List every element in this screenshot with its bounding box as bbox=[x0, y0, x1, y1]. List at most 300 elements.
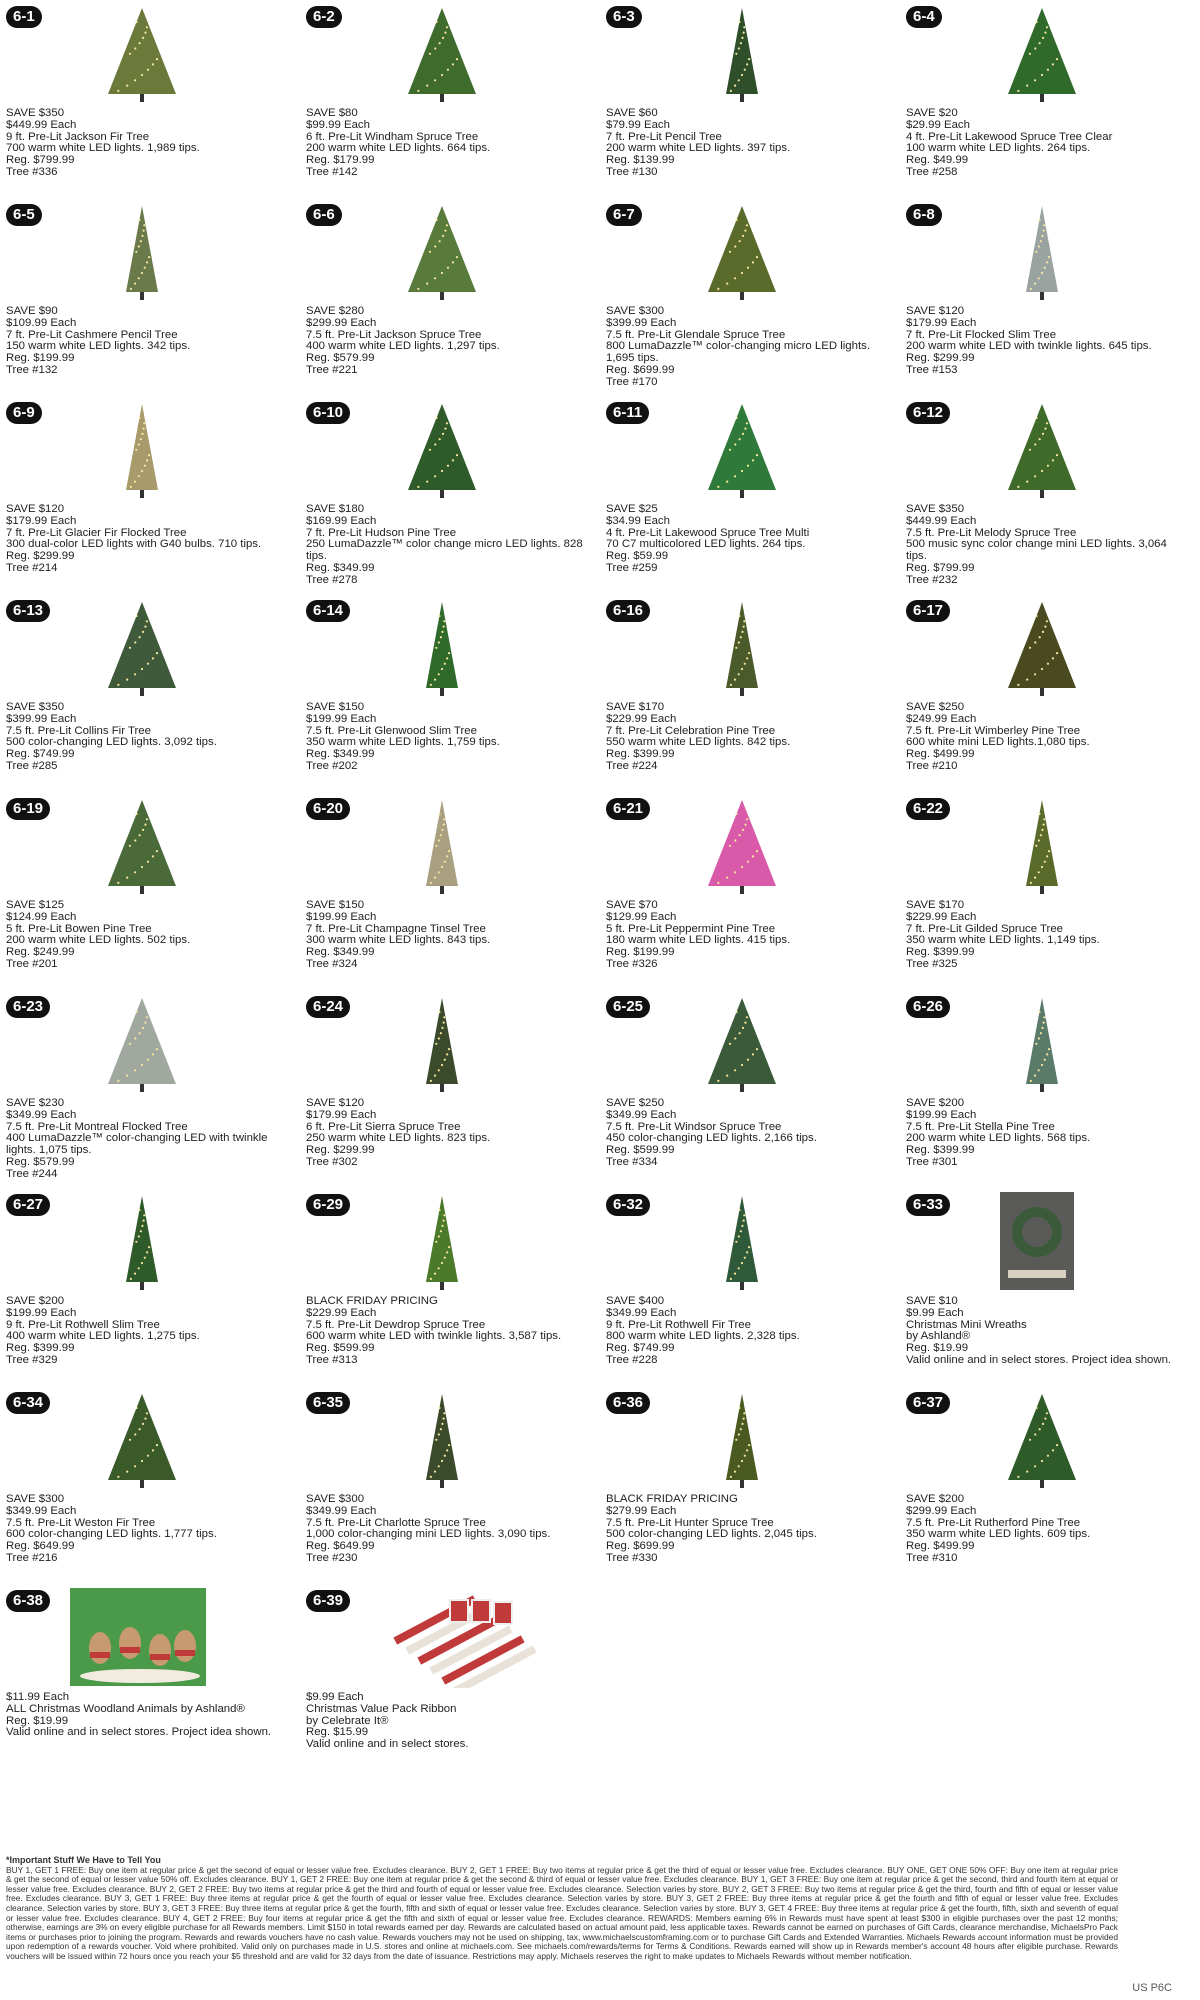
product-detail-line: 7.5 ft. Pre-Lit Weston Fir Tree bbox=[6, 1516, 156, 1529]
item-number-badge: 6-22 bbox=[906, 798, 950, 820]
product-details bbox=[906, 108, 1190, 179]
product-detail-line: Reg. $349.99 bbox=[306, 748, 375, 761]
item-number-badge: 6-3 bbox=[606, 6, 642, 28]
product-detail-line: Reg. $179.99 bbox=[306, 154, 375, 167]
item-number-badge: 6-23 bbox=[6, 996, 50, 1018]
item-number-badge: 6-34 bbox=[6, 1392, 50, 1414]
product-detail-line: SAVE $90 bbox=[6, 305, 58, 317]
product-detail-line: $199.99 Each bbox=[6, 1306, 77, 1319]
product-card[interactable] bbox=[0, 1386, 290, 1576]
product-detail-line: 9 ft. Pre-Lit Rothwell Fir Tree bbox=[606, 1318, 751, 1331]
product-detail-line: Tree #232 bbox=[906, 573, 958, 586]
product-card[interactable] bbox=[300, 198, 590, 388]
product-image[interactable] bbox=[600, 4, 890, 104]
product-detail-line: SAVE $200 bbox=[906, 1097, 965, 1109]
product-detail-line: SAVE $150 bbox=[306, 701, 365, 713]
product-detail-line: $349.99 Each bbox=[606, 1306, 677, 1319]
product-detail-line: SAVE $170 bbox=[906, 899, 965, 911]
item-number-badge: 6-6 bbox=[306, 204, 342, 226]
product-detail-line: Tree #142 bbox=[306, 165, 358, 178]
product-details bbox=[6, 1296, 290, 1367]
item-number-badge: 6-20 bbox=[306, 798, 350, 820]
product-detail-line: $129.99 Each bbox=[606, 910, 677, 923]
item-number-badge: 6-25 bbox=[606, 996, 650, 1018]
product-detail-line: 7.5 ft. Pre-Lit Windsor Spruce Tree bbox=[606, 1120, 782, 1133]
product-detail-line: 6 ft. Pre-Lit Sierra Spruce Tree bbox=[306, 1120, 461, 1133]
product-detail-line: $124.99 Each bbox=[6, 910, 77, 923]
product-image[interactable] bbox=[900, 4, 1190, 104]
tree-image bbox=[0, 202, 290, 302]
product-detail-line: SAVE $250 bbox=[906, 701, 965, 713]
product-card[interactable] bbox=[600, 990, 890, 1180]
product-detail-line: 400 LumaDazzle™ color-changing LED with twinkle lights. 1,075 tips. bbox=[6, 1132, 268, 1157]
product-detail-line: 7 ft. Pre-Lit Flocked Slim Tree bbox=[906, 328, 1057, 341]
product-detail-line: Reg. $579.99 bbox=[6, 1155, 75, 1168]
product-card[interactable] bbox=[0, 990, 290, 1180]
product-card[interactable] bbox=[900, 792, 1190, 982]
tree-image bbox=[900, 202, 1190, 302]
product-image[interactable] bbox=[0, 202, 290, 302]
item-number-badge: 6-24 bbox=[306, 996, 350, 1018]
product-detail-line: SAVE $400 bbox=[606, 1295, 665, 1307]
product-detail-line: Reg. $399.99 bbox=[6, 1342, 75, 1355]
product-card[interactable] bbox=[0, 0, 290, 190]
item-number-badge: 6-5 bbox=[6, 204, 42, 226]
product-detail-line: 250 LumaDazzle™ color change micro LED lights. 828 tips. bbox=[306, 538, 583, 563]
product-detail-line: Tree #230 bbox=[306, 1551, 358, 1564]
product-card[interactable] bbox=[300, 1584, 590, 1774]
product-detail-line: 7 ft. Pre-Lit Glacier Fir Flocked Tree bbox=[6, 526, 187, 539]
product-detail-line: $349.99 Each bbox=[606, 1108, 677, 1121]
product-detail-line: 7.5 ft. Pre-Lit Collins Fir Tree bbox=[6, 724, 151, 737]
product-details bbox=[306, 1692, 590, 1751]
product-detail-line: Reg. $299.99 bbox=[306, 1144, 375, 1157]
tree-image bbox=[300, 202, 590, 302]
product-detail-line: Tree #278 bbox=[306, 573, 358, 586]
product-details bbox=[306, 900, 590, 971]
product-detail-line: Tree #285 bbox=[6, 759, 58, 772]
tree-image bbox=[0, 400, 290, 500]
product-detail-line: Tree #259 bbox=[606, 561, 658, 574]
product-detail-line: Valid online and in select stores. Project idea shown. bbox=[906, 1353, 1172, 1366]
product-image[interactable] bbox=[300, 202, 590, 302]
product-detail-line: Tree #330 bbox=[606, 1551, 658, 1564]
product-detail-line: SAVE $180 bbox=[306, 503, 365, 515]
product-detail-line: SAVE $125 bbox=[6, 899, 65, 911]
product-detail-line: Reg. $199.99 bbox=[6, 352, 75, 365]
item-number-badge: 6-13 bbox=[6, 600, 50, 622]
item-number-badge: 6-19 bbox=[6, 798, 50, 820]
product-detail-line: Reg. $249.99 bbox=[6, 946, 75, 959]
product-detail-line: SAVE $300 bbox=[306, 1493, 365, 1505]
item-number-badge: 6-14 bbox=[306, 600, 350, 622]
product-detail-line: SAVE $120 bbox=[306, 1097, 365, 1109]
item-number-badge: 6-32 bbox=[606, 1194, 650, 1216]
product-details bbox=[606, 306, 890, 389]
product-details bbox=[606, 504, 890, 575]
product-detail-line: Reg. $799.99 bbox=[6, 154, 75, 167]
product-detail-line: Tree #258 bbox=[906, 165, 958, 178]
product-detail-line: 7.5 ft. Pre-Lit Hunter Spruce Tree bbox=[606, 1516, 774, 1529]
product-detail-line: Reg. $499.99 bbox=[906, 748, 975, 761]
product-detail-line: Tree #210 bbox=[906, 759, 958, 772]
item-number-badge: 6-10 bbox=[306, 402, 350, 424]
product-detail-line: Reg. $749.99 bbox=[6, 748, 75, 761]
product-detail-line: 300 dual-color LED lights with G40 bulbs. 710 tips. bbox=[6, 538, 262, 551]
product-details bbox=[606, 900, 890, 971]
product-details bbox=[906, 306, 1190, 377]
product-detail-line: 7.5 ft. Pre-Lit Charlotte Spruce Tree bbox=[306, 1516, 486, 1529]
product-detail-line: 200 warm white LED lights. 397 tips. bbox=[606, 142, 791, 155]
product-card[interactable] bbox=[300, 990, 590, 1180]
product-detail-line: Reg. $649.99 bbox=[306, 1540, 375, 1553]
product-image[interactable] bbox=[0, 4, 290, 104]
product-card[interactable] bbox=[600, 198, 890, 388]
product-detail-line: Tree #216 bbox=[6, 1551, 58, 1564]
product-detail-line: Tree #326 bbox=[606, 957, 658, 970]
product-detail-line: Tree #221 bbox=[306, 363, 358, 376]
product-detail-line: 800 LumaDazzle™ color-changing micro LED lights. 1,695 tips. bbox=[606, 340, 871, 365]
product-detail-line: $299.99 Each bbox=[906, 1504, 977, 1517]
product-detail-line: Reg. $299.99 bbox=[6, 550, 75, 563]
product-detail-line: SAVE $300 bbox=[606, 305, 665, 317]
item-number-badge: 6-29 bbox=[306, 1194, 350, 1216]
product-detail-line: Tree #334 bbox=[606, 1155, 658, 1168]
product-detail-line: 150 warm white LED lights. 342 tips. bbox=[6, 340, 191, 353]
product-detail-line: $199.99 Each bbox=[306, 712, 377, 725]
product-detail-line: Reg. $699.99 bbox=[606, 1540, 675, 1553]
product-details bbox=[606, 1494, 890, 1565]
product-detail-line: Reg. $399.99 bbox=[606, 748, 675, 761]
product-detail-line: 7.5 ft. Pre-Lit Montreal Flocked Tree bbox=[6, 1120, 188, 1133]
product-detail-line: Tree #324 bbox=[306, 957, 358, 970]
product-detail-line: 9 ft. Pre-Lit Jackson Fir Tree bbox=[6, 130, 150, 143]
product-detail-line: $11.99 Each bbox=[6, 1691, 70, 1703]
product-detail-line: 7 ft. Pre-Lit Gilded Spruce Tree bbox=[906, 922, 1064, 935]
product-detail-line: 200 warm white LED lights. 664 tips. bbox=[306, 142, 491, 155]
product-detail-line: Reg. $199.99 bbox=[606, 946, 675, 959]
product-detail-line: 7.5 ft. Pre-Lit Rutherford Pine Tree bbox=[906, 1516, 1081, 1529]
product-detail-line: $449.99 Each bbox=[906, 514, 977, 527]
product-card[interactable] bbox=[600, 1386, 890, 1576]
product-details bbox=[906, 1098, 1190, 1169]
product-detail-line: 400 warm white LED lights. 1,275 tips. bbox=[6, 1330, 200, 1343]
product-image[interactable] bbox=[300, 4, 590, 104]
product-detail-line: $29.99 Each bbox=[906, 118, 970, 131]
product-details bbox=[906, 900, 1190, 971]
product-detail-line: Reg. $699.99 bbox=[606, 363, 675, 376]
product-detail-line: Valid online and in select stores. bbox=[306, 1738, 469, 1751]
product-image[interactable] bbox=[0, 400, 290, 500]
product-card[interactable] bbox=[600, 0, 890, 190]
product-details bbox=[606, 108, 890, 179]
product-detail-line: 5 ft. Pre-Lit Bowen Pine Tree bbox=[6, 922, 152, 935]
product-detail-line: BLACK FRIDAY PRICING bbox=[306, 1295, 438, 1307]
product-detail-line: $349.99 Each bbox=[6, 1108, 77, 1121]
product-detail-line: by Ashland® bbox=[906, 1330, 971, 1343]
tree-image bbox=[600, 202, 890, 302]
item-number-badge: 6-39 bbox=[306, 1590, 350, 1612]
product-detail-line: Reg. $15.99 bbox=[306, 1726, 369, 1739]
product-detail-line: 9 ft. Pre-Lit Rothwell Slim Tree bbox=[6, 1318, 160, 1331]
product-detail-line: Reg. $59.99 bbox=[606, 550, 669, 563]
product-detail-line: 70 C7 multicolored LED lights. 264 tips. bbox=[606, 538, 806, 551]
product-card[interactable] bbox=[900, 198, 1190, 388]
product-card[interactable] bbox=[600, 1188, 890, 1378]
product-detail-line: 200 warm white LED with twinkle lights. 645 tips. bbox=[906, 340, 1152, 353]
item-number-badge: 6-16 bbox=[606, 600, 650, 622]
product-card[interactable] bbox=[600, 594, 890, 784]
product-card[interactable] bbox=[300, 1188, 590, 1378]
item-number-badge: 6-37 bbox=[906, 1392, 950, 1414]
product-detail-line: Tree #325 bbox=[906, 957, 958, 970]
product-detail-line: SAVE $70 bbox=[606, 899, 658, 911]
product-detail-line: $34.99 Each bbox=[606, 514, 670, 527]
page-code: US P6C bbox=[1132, 1982, 1172, 1994]
product-detail-line: SAVE $10 bbox=[906, 1295, 958, 1307]
product-detail-line: $9.99 Each bbox=[306, 1691, 364, 1703]
item-number-badge: 6-36 bbox=[606, 1392, 650, 1414]
product-details bbox=[606, 702, 890, 773]
product-detail-line: SAVE $350 bbox=[906, 503, 965, 515]
product-detail-line: SAVE $20 bbox=[906, 107, 958, 119]
product-detail-line: Tree #313 bbox=[306, 1353, 358, 1366]
product-details bbox=[6, 108, 290, 179]
product-detail-line: 800 warm white LED lights. 2,328 tips. bbox=[606, 1330, 800, 1343]
item-number-badge: 6-12 bbox=[906, 402, 950, 424]
product-detail-line: SAVE $170 bbox=[606, 701, 665, 713]
product-details bbox=[906, 1494, 1190, 1565]
product-card[interactable] bbox=[0, 1584, 290, 1774]
product-detail-line: $199.99 Each bbox=[306, 910, 377, 923]
product-detail-line: Reg. $799.99 bbox=[906, 561, 975, 574]
product-detail-line: 7 ft. Pre-Lit Cashmere Pencil Tree bbox=[6, 328, 178, 341]
product-details bbox=[906, 1296, 1190, 1367]
product-detail-line: $109.99 Each bbox=[6, 316, 77, 329]
product-detail-line: Reg. $49.99 bbox=[906, 154, 969, 167]
product-detail-line: 450 color-changing LED lights. 2,166 tips. bbox=[606, 1132, 817, 1145]
product-detail-line: $249.99 Each bbox=[906, 712, 977, 725]
product-card[interactable] bbox=[600, 792, 890, 982]
product-detail-line: 1,000 color-changing mini LED lights. 3,090 tips. bbox=[306, 1528, 551, 1541]
product-detail-line: 500 color-changing LED lights. 3,092 tips. bbox=[6, 736, 217, 749]
product-detail-line: 7.5 ft. Pre-Lit Glenwood Slim Tree bbox=[306, 724, 477, 737]
product-detail-line: SAVE $350 bbox=[6, 701, 65, 713]
product-detail-line: SAVE $300 bbox=[6, 1493, 65, 1505]
product-card[interactable] bbox=[600, 396, 890, 586]
product-detail-line: $449.99 Each bbox=[6, 118, 77, 131]
item-number-badge: 6-4 bbox=[906, 6, 942, 28]
product-detail-line: Reg. $399.99 bbox=[906, 1144, 975, 1157]
product-detail-line: 400 warm white LED lights. 1,297 tips. bbox=[306, 340, 500, 353]
product-card[interactable] bbox=[0, 396, 290, 586]
product-detail-line: 7 ft. Pre-Lit Celebration Pine Tree bbox=[606, 724, 776, 737]
product-card[interactable] bbox=[300, 396, 590, 586]
product-image[interactable] bbox=[600, 202, 890, 302]
product-detail-line: $349.99 Each bbox=[6, 1504, 77, 1517]
product-card[interactable] bbox=[0, 1188, 290, 1378]
product-detail-line: Reg. $299.99 bbox=[906, 352, 975, 365]
item-number-badge: 6-2 bbox=[306, 6, 342, 28]
product-card[interactable] bbox=[0, 198, 290, 388]
product-details bbox=[306, 504, 590, 587]
product-detail-line: 250 warm white LED lights. 823 tips. bbox=[306, 1132, 491, 1145]
product-detail-line: Reg. $599.99 bbox=[306, 1342, 375, 1355]
product-detail-line: 7.5 ft. Pre-Lit Wimberley Pine Tree bbox=[906, 724, 1081, 737]
product-detail-line: Tree #310 bbox=[906, 1551, 958, 1564]
item-number-badge: 6-11 bbox=[606, 402, 649, 424]
product-detail-line: Tree #130 bbox=[606, 165, 658, 178]
item-number-badge: 6-27 bbox=[6, 1194, 50, 1216]
product-image[interactable] bbox=[900, 202, 1190, 302]
tree-image bbox=[0, 4, 290, 104]
product-detail-line: 350 warm white LED lights. 1,759 tips. bbox=[306, 736, 500, 749]
product-detail-line: Reg. $139.99 bbox=[606, 154, 675, 167]
product-detail-line: $169.99 Each bbox=[306, 514, 377, 527]
product-detail-line: $349.99 Each bbox=[306, 1504, 377, 1517]
product-detail-line: 6 ft. Pre-Lit Windham Spruce Tree bbox=[306, 130, 479, 143]
product-detail-line: 500 music sync color change mini LED lights. 3,064 tips. bbox=[906, 538, 1167, 563]
product-detail-line: Reg. $579.99 bbox=[306, 352, 375, 365]
product-details bbox=[306, 306, 590, 377]
product-card[interactable] bbox=[900, 1386, 1190, 1576]
product-card[interactable] bbox=[900, 0, 1190, 190]
product-details bbox=[6, 702, 290, 773]
product-detail-line: BLACK FRIDAY PRICING bbox=[606, 1493, 738, 1505]
product-details bbox=[6, 306, 290, 377]
product-detail-line: Christmas Mini Wreaths bbox=[906, 1318, 1027, 1331]
product-detail-line: SAVE $350 bbox=[6, 107, 65, 119]
product-details bbox=[906, 504, 1190, 587]
product-details bbox=[606, 1296, 890, 1367]
product-detail-line: Tree #170 bbox=[606, 375, 658, 388]
product-details bbox=[6, 1098, 290, 1181]
product-detail-line: $79.99 Each bbox=[606, 118, 670, 131]
product-details bbox=[606, 1098, 890, 1169]
product-detail-line: 200 warm white LED lights. 502 tips. bbox=[6, 934, 191, 947]
product-detail-line: 7.5 ft. Pre-Lit Glendale Spruce Tree bbox=[606, 328, 786, 341]
product-card[interactable] bbox=[300, 594, 590, 784]
item-number-badge: 6-35 bbox=[306, 1392, 350, 1414]
product-detail-line: by Celebrate It® bbox=[306, 1714, 389, 1727]
fine-print-title: *Important Stuff We Have to Tell You bbox=[6, 1855, 161, 1865]
product-details bbox=[6, 504, 290, 575]
product-detail-line: Tree #132 bbox=[6, 363, 58, 376]
product-card[interactable] bbox=[300, 792, 590, 982]
product-detail-line: Tree #301 bbox=[906, 1155, 958, 1168]
product-detail-line: $179.99 Each bbox=[906, 316, 977, 329]
product-details bbox=[6, 1692, 290, 1739]
product-card[interactable] bbox=[900, 396, 1190, 586]
tree-image bbox=[900, 4, 1190, 104]
product-card[interactable] bbox=[0, 594, 290, 784]
product-details bbox=[306, 1296, 590, 1367]
product-detail-line: SAVE $150 bbox=[306, 899, 365, 911]
product-detail-line: 350 warm white LED lights. 1,149 tips. bbox=[906, 934, 1100, 947]
product-card[interactable] bbox=[900, 990, 1190, 1180]
item-number-badge: 6-9 bbox=[6, 402, 42, 424]
product-detail-line: Reg. $349.99 bbox=[306, 946, 375, 959]
product-detail-line: $399.99 Each bbox=[606, 316, 677, 329]
product-detail-line: $179.99 Each bbox=[306, 1108, 377, 1121]
product-detail-line: 700 warm white LED lights. 1,989 tips. bbox=[6, 142, 200, 155]
product-detail-line: $199.99 Each bbox=[906, 1108, 977, 1121]
product-detail-line: $9.99 Each bbox=[906, 1306, 964, 1319]
product-detail-line: Tree #214 bbox=[6, 561, 58, 574]
product-card[interactable] bbox=[900, 594, 1190, 784]
tree-image bbox=[300, 4, 590, 104]
product-card[interactable] bbox=[0, 792, 290, 982]
product-detail-line: 200 warm white LED lights. 568 tips. bbox=[906, 1132, 1091, 1145]
product-detail-line: Reg. $19.99 bbox=[906, 1342, 969, 1355]
item-number-badge: 6-17 bbox=[906, 600, 950, 622]
product-detail-line: $279.99 Each bbox=[606, 1504, 677, 1517]
product-detail-line: Tree #244 bbox=[6, 1167, 58, 1180]
product-card[interactable] bbox=[300, 1386, 590, 1576]
product-detail-line: 7 ft. Pre-Lit Hudson Pine Tree bbox=[306, 526, 457, 539]
product-detail-line: $179.99 Each bbox=[6, 514, 77, 527]
product-details bbox=[6, 1494, 290, 1565]
product-detail-line: 100 warm white LED lights. 264 tips. bbox=[906, 142, 1091, 155]
product-detail-line: Reg. $19.99 bbox=[6, 1714, 69, 1727]
product-detail-line: Tree #228 bbox=[606, 1353, 658, 1366]
product-detail-line: 5 ft. Pre-Lit Peppermint Pine Tree bbox=[606, 922, 776, 935]
product-detail-line: 7 ft. Pre-Lit Champagne Tinsel Tree bbox=[306, 922, 486, 935]
product-detail-line: $299.99 Each bbox=[306, 316, 377, 329]
product-detail-line: 500 color-changing LED lights. 2,045 tips. bbox=[606, 1528, 817, 1541]
product-detail-line: 180 warm white LED lights. 415 tips. bbox=[606, 934, 791, 947]
product-details bbox=[306, 702, 590, 773]
product-details bbox=[6, 900, 290, 971]
product-details bbox=[306, 108, 590, 179]
product-detail-line: SAVE $280 bbox=[306, 305, 365, 317]
product-detail-line: SAVE $120 bbox=[906, 305, 965, 317]
product-detail-line: 550 warm white LED lights. 842 tips. bbox=[606, 736, 791, 749]
product-detail-line: 7.5 ft. Pre-Lit Melody Spruce Tree bbox=[906, 526, 1077, 539]
product-detail-line: 600 color-changing LED lights. 1,777 tips. bbox=[6, 1528, 217, 1541]
item-number-badge: 6-26 bbox=[906, 996, 950, 1018]
product-detail-line: Reg. $749.99 bbox=[606, 1342, 675, 1355]
product-detail-line: $229.99 Each bbox=[306, 1306, 377, 1319]
product-detail-line: 600 white mini LED lights.1,080 tips. bbox=[906, 736, 1090, 749]
item-number-badge: 6-38 bbox=[6, 1590, 50, 1612]
product-detail-line: 300 warm white LED lights. 843 tips. bbox=[306, 934, 491, 947]
product-detail-line: 7.5 ft. Pre-Lit Stella Pine Tree bbox=[906, 1120, 1055, 1133]
product-detail-line: $99.99 Each bbox=[306, 118, 370, 131]
product-detail-line: Reg. $349.99 bbox=[306, 561, 375, 574]
product-details bbox=[306, 1098, 590, 1169]
product-card[interactable] bbox=[300, 0, 590, 190]
item-number-badge: 6-7 bbox=[606, 204, 642, 226]
product-detail-line: 4 ft. Pre-Lit Lakewood Spruce Tree Multi bbox=[606, 526, 810, 539]
product-detail-line: Tree #202 bbox=[306, 759, 358, 772]
product-detail-line: SAVE $60 bbox=[606, 107, 658, 119]
product-detail-line: Christmas Value Pack Ribbon bbox=[306, 1702, 457, 1715]
product-detail-line: SAVE $250 bbox=[606, 1097, 665, 1109]
item-number-badge: 6-1 bbox=[6, 6, 42, 28]
product-detail-line: SAVE $200 bbox=[906, 1493, 965, 1505]
product-detail-line: SAVE $120 bbox=[6, 503, 65, 515]
product-detail-line: Reg. $599.99 bbox=[606, 1144, 675, 1157]
product-detail-line: 7.5 ft. Pre-Lit Jackson Spruce Tree bbox=[306, 328, 482, 341]
product-detail-line: ALL Christmas Woodland Animals by Ashland® bbox=[6, 1702, 245, 1715]
product-details bbox=[306, 1494, 590, 1565]
product-detail-line: 7.5 ft. Pre-Lit Dewdrop Spruce Tree bbox=[306, 1318, 486, 1331]
product-card[interactable] bbox=[900, 1188, 1190, 1378]
tree-image bbox=[600, 4, 890, 104]
product-detail-line: Tree #329 bbox=[6, 1353, 58, 1366]
product-detail-line: SAVE $200 bbox=[6, 1295, 65, 1307]
